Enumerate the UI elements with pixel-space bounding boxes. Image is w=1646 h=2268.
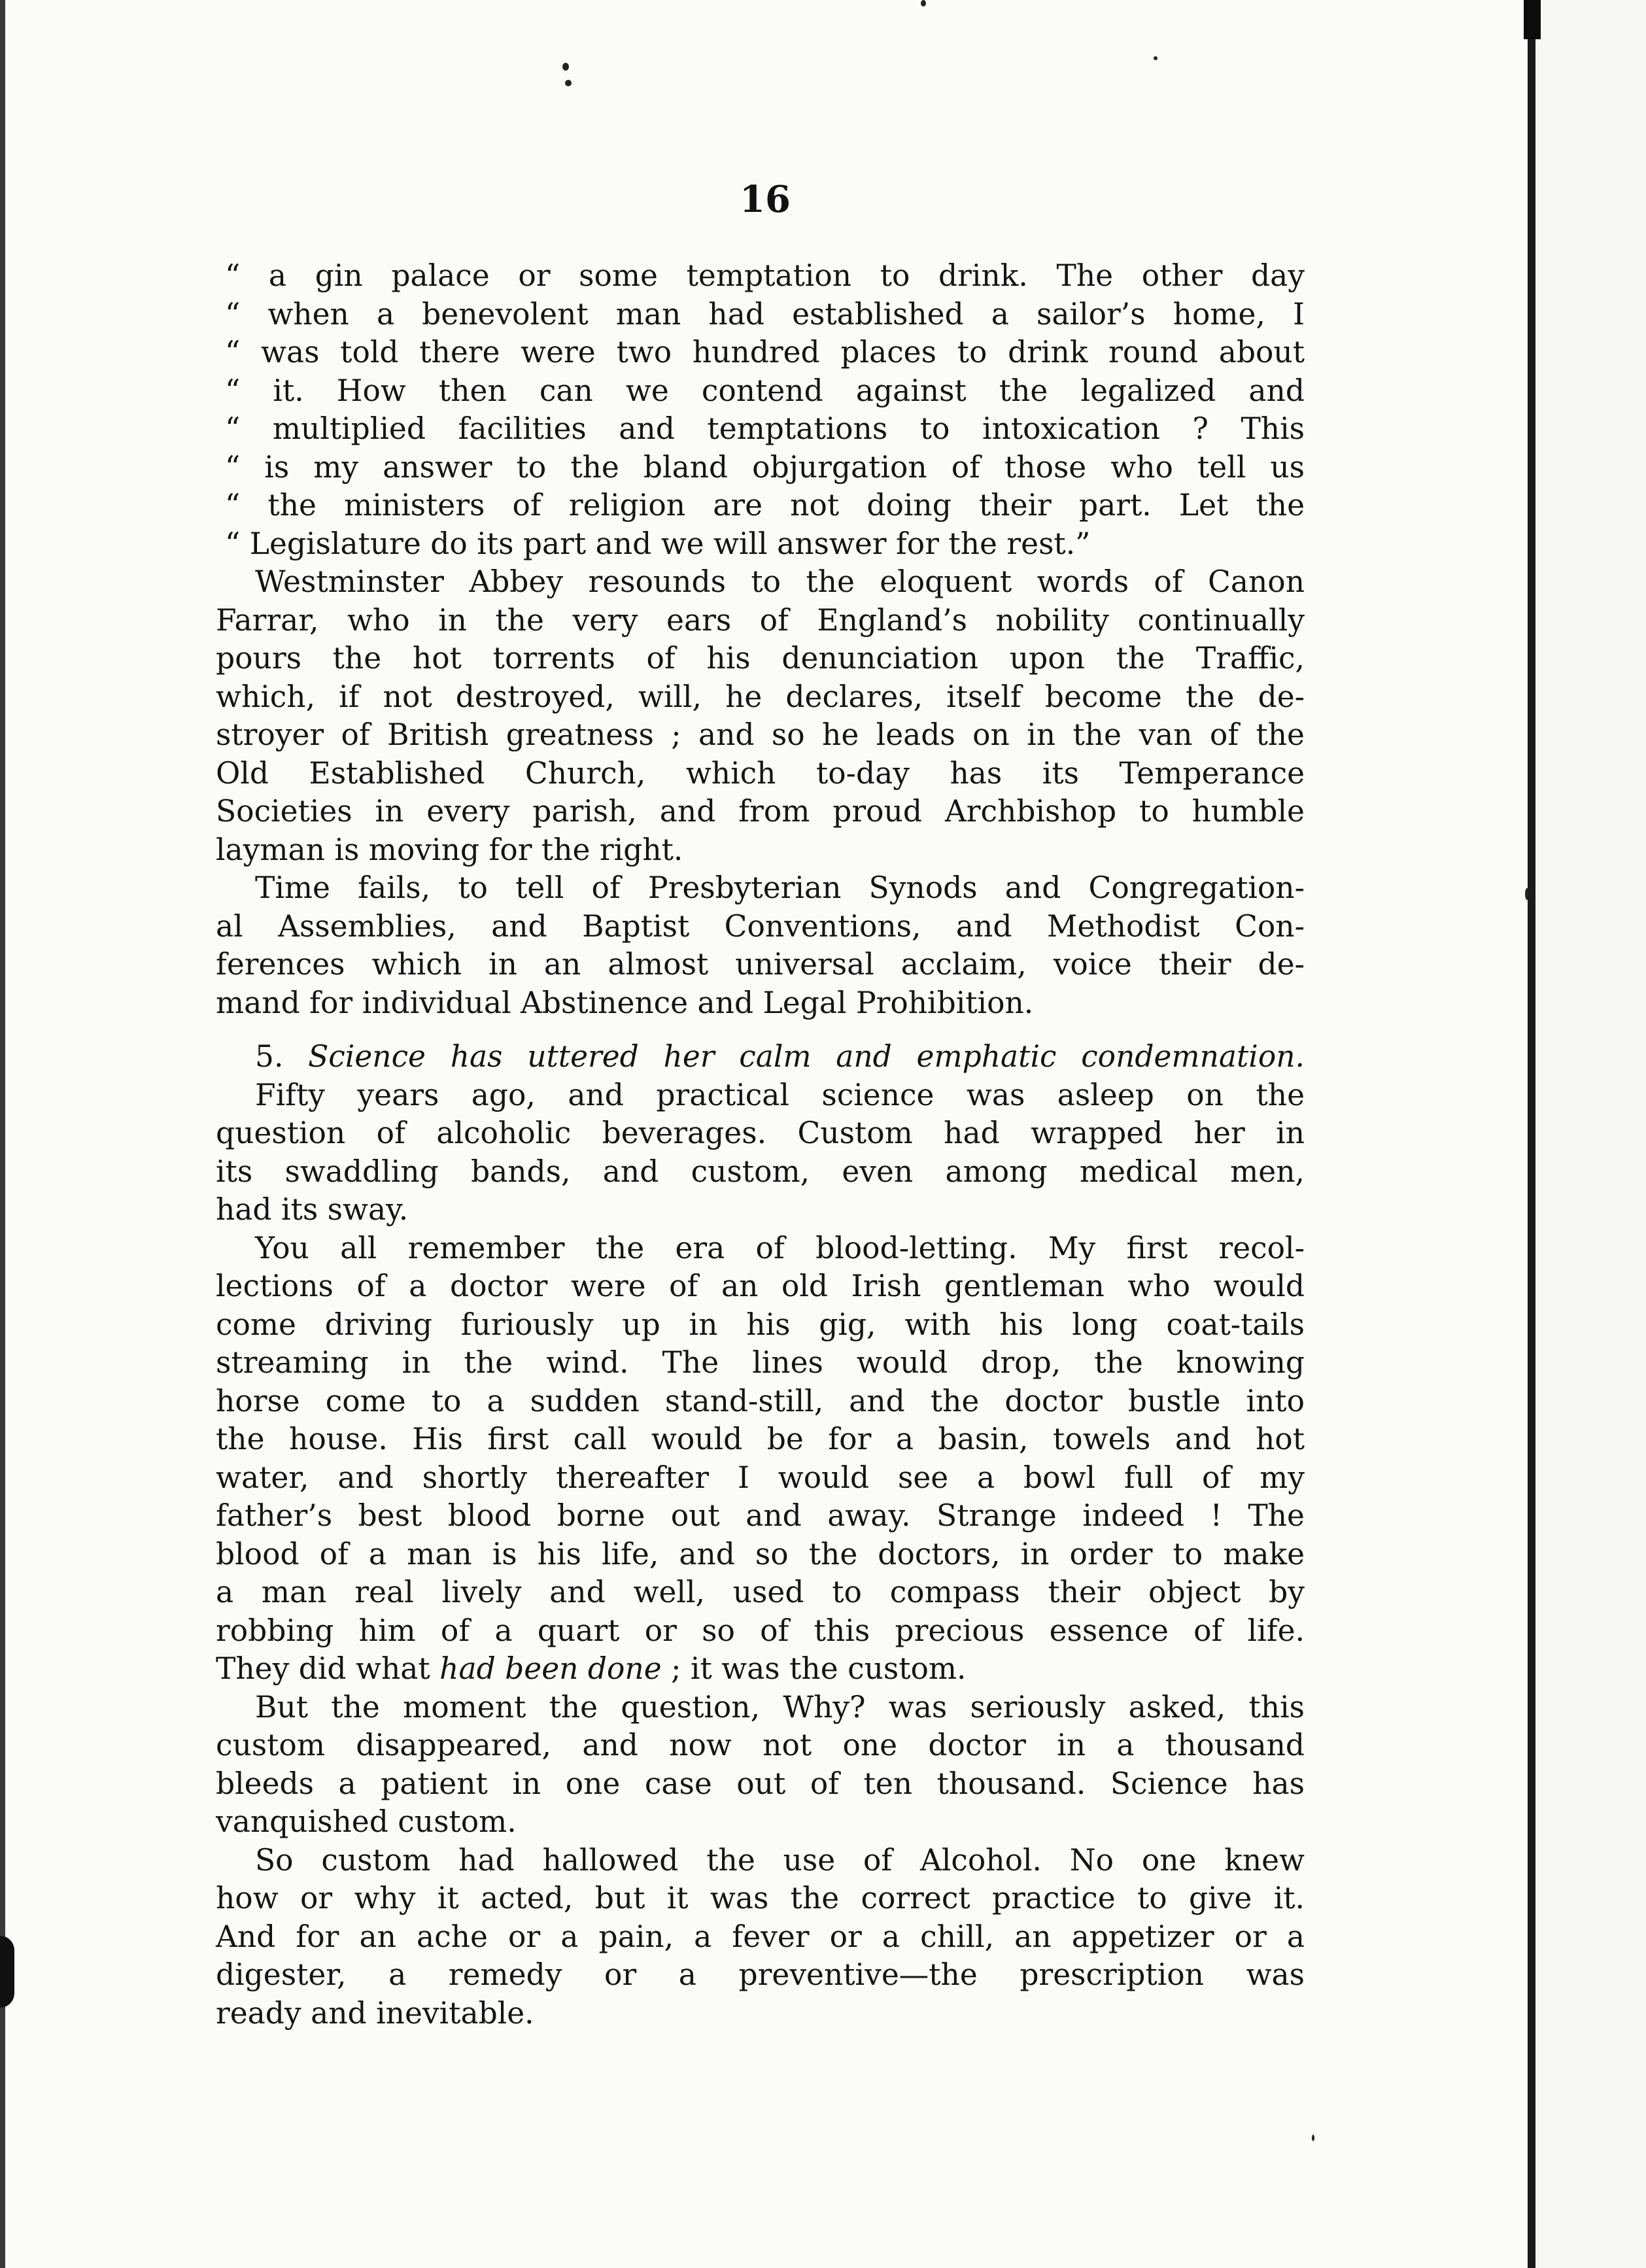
speck <box>1525 888 1529 900</box>
text-line: Time fails, to tell of Presbyterian Synods and Congregation- <box>255 870 1305 905</box>
text-line: But the moment the question, Why? was seriously asked, this <box>255 1689 1305 1725</box>
section-heading-text: Science has uttered her calm and emphatic condemnation. <box>308 1039 1305 1074</box>
book-spine-top <box>1524 0 1541 39</box>
text-line: “ when a benevolent man had established a sailor’s home, I <box>225 296 1305 332</box>
text-fragment: They did what <box>216 1651 440 1686</box>
binding-mark <box>0 1936 14 2008</box>
text-line: Societies in every parish, and from proud Archbishop to humble <box>216 794 1305 829</box>
text-line <box>216 1650 1305 1689</box>
text-line: Fifty years ago, and practical science was asleep on the <box>255 1077 1305 1112</box>
text-line: “ a gin palace or some temptation to drink. The other day <box>225 258 1305 293</box>
text-line: ferences which in an almost universal acclaim, voice their de- <box>216 947 1305 982</box>
text-line: al Assemblies, and Baptist Conventions, and Methodist Con- <box>216 908 1305 944</box>
section-heading <box>216 1038 1305 1076</box>
speck <box>565 80 572 86</box>
text-fragment: ; it was the custom. <box>661 1651 967 1686</box>
text-line: Farrar, who in the very ears of England’s nobility continually <box>216 602 1305 638</box>
text-line: layman is moving for the right. <box>216 832 683 867</box>
speck <box>1154 56 1157 60</box>
speck <box>921 0 926 7</box>
text-line: which, if not destroyed, will, he declares, itself become the de- <box>216 679 1305 714</box>
text-line: streaming in the wind. The lines would drop, the knowing <box>216 1345 1305 1380</box>
text-line: question of alcoholic beverages. Custom had wrapped her in <box>216 1116 1305 1150</box>
text-line: ready and inevitable. <box>216 1995 534 2031</box>
left-page-edge <box>0 0 5 2268</box>
text-line: So custom had hallowed the use of Alcohol. No one knew <box>255 1842 1305 1878</box>
text-line: bleeds a patient in one case out of ten thousand. Science has <box>216 1766 1305 1801</box>
text-line: father’s best blood borne out and away. Strange indeed ! The <box>216 1498 1305 1533</box>
text-line: how or why it acted, but it was the correct practice to give it. <box>216 1881 1305 1916</box>
text-line: “ is my answer to the bland objurgation of those who tell us <box>225 449 1305 485</box>
text-line: lections of a doctor were of an old Irish gentleman who would <box>216 1269 1305 1303</box>
italic-phrase: had been done <box>439 1651 662 1686</box>
text-line: a man real lively and well, used to compass their object by <box>216 1575 1305 1609</box>
text-line: “ multiplied facilities and temptations to intoxication ? This <box>225 411 1305 446</box>
body-text <box>216 257 1305 2033</box>
section-number: 5. <box>255 1039 309 1074</box>
text-line: come driving furiously up in his gig, with his long coat-tails <box>216 1307 1305 1342</box>
text-line: the house. His first call would be for a basin, towels and hot <box>216 1422 1305 1456</box>
text-line: had its sway. <box>216 1192 409 1227</box>
text-line: “ it. How then can we contend against the legalized and <box>225 373 1305 408</box>
text-line: And for an ache or a pain, a fever or a chill, an appetizer or a <box>216 1919 1305 1954</box>
text-line: Old Established Church, which to-day has its Temperance <box>216 755 1305 791</box>
text-line: vanquished custom. <box>216 1804 517 1839</box>
text-line: stroyer of British greatness ; and so he leads on in the van of the <box>216 717 1305 752</box>
text-line: mand for individual Abstinence and Legal Prohibition. <box>216 985 1034 1020</box>
page-number: 16 <box>740 178 791 221</box>
text-line: robbing him of a quart or so of this precious essence of life. <box>216 1613 1305 1648</box>
text-line: digester, a remedy or a preventive—the prescription was <box>216 1957 1305 1992</box>
text-line: blood of a man is his life, and so the doctors, in order to make <box>216 1536 1305 1572</box>
text-line: water, and shortly thereafter I would see a bowl full of my <box>216 1460 1305 1495</box>
speck <box>1312 2135 1314 2141</box>
text-line: “ was told there were two hundred places to drink round about <box>225 335 1305 369</box>
text-line: You all remember the era of blood-letting. My first recol- <box>255 1230 1305 1265</box>
text-line: custom disappeared, and now not one doctor in a thousand <box>216 1728 1305 1762</box>
book-spine-shadow <box>1528 0 1535 2268</box>
right-margin-area <box>1535 0 1646 2268</box>
text-line: horse come to a sudden stand-still, and the doctor bustle into <box>216 1383 1305 1418</box>
text-line: pours the hot torrents of his denunciation upon the Traffic, <box>216 641 1305 676</box>
speck <box>562 63 569 71</box>
text-line: “ Legislature do its part and we will answer for the rest.” <box>225 526 1091 561</box>
text-line: Westminster Abbey resounds to the eloquent words of Canon <box>255 564 1305 599</box>
text-line: its swaddling bands, and custom, even among medical men, <box>216 1154 1305 1189</box>
text-line: “ the ministers of religion are not doing their part. Let the <box>225 488 1305 523</box>
